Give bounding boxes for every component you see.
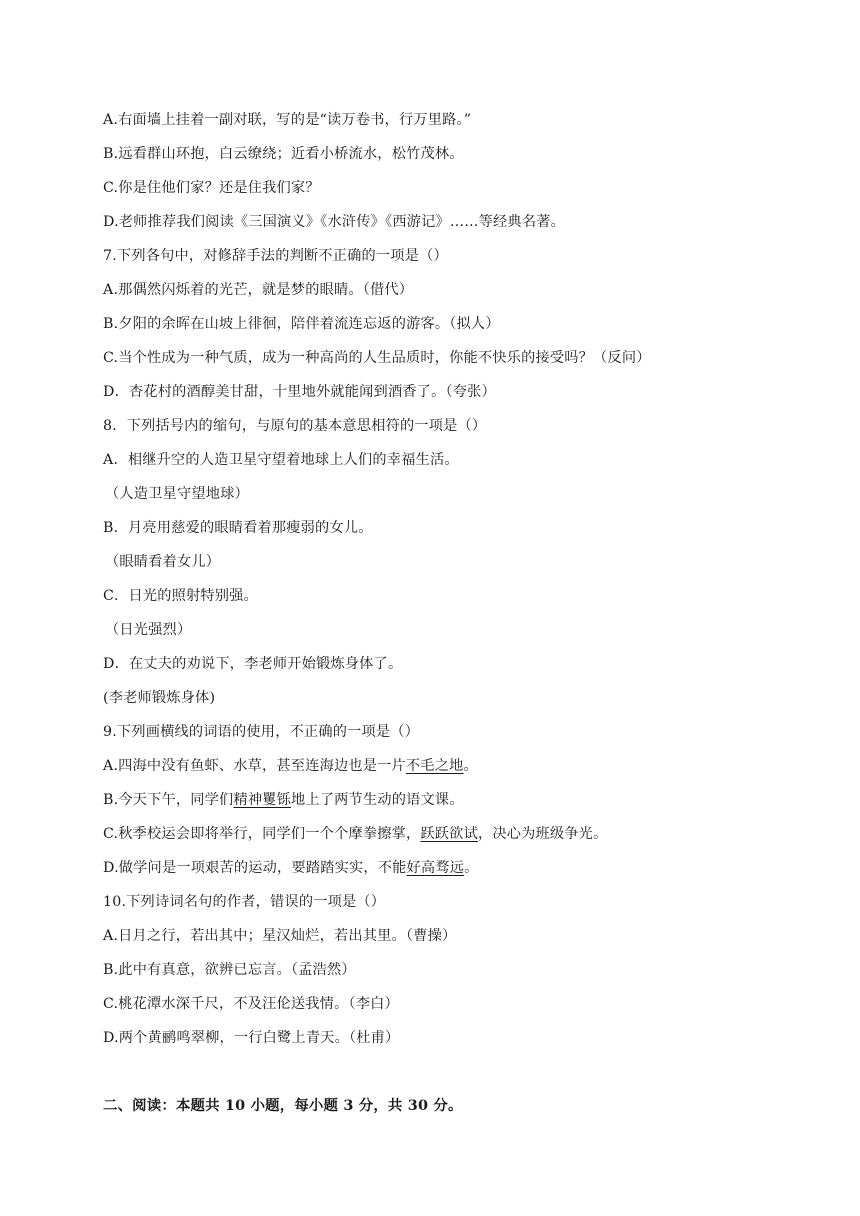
option-line: D.两个黄鹂鸣翠柳，一行白鹭上青天。（杜甫）	[103, 1030, 400, 1046]
option-line: B．月亮用慈爱的眼睛看着那瘦弱的女儿。	[103, 520, 373, 536]
underlined-phrase: 不毛之地	[405, 758, 464, 774]
option-line: D．杏花村的酒醇美甘甜，十里地外就能闻到酒香了。（夸张）	[103, 384, 496, 400]
option-line: A．相继升空的人造卫星守望着地球上人们的幸福生活。	[103, 452, 459, 468]
option-text: ，决心为班级争光。	[477, 826, 608, 842]
option-line	[103, 788, 464, 812]
option-line: A.右面墙上挂着一副对联，写的是“读万卷书，行万里路。”	[103, 112, 472, 128]
option-text: B.今天下午，同学们	[103, 792, 234, 808]
option-line: A.那偶然闪烁着的光芒，就是梦的眼睛。（借代）	[103, 282, 414, 298]
option-line: D．在丈夫的劝说下，李老师开始锻炼身体了。	[103, 656, 403, 672]
question-stem: 7.下列各句中，对修辞手法的判断不正确的一项是（）	[103, 248, 448, 264]
option-text: 。	[463, 758, 478, 774]
option-text: A.四海中没有鱼虾、水草，甚至连海边也是一片	[103, 758, 406, 774]
condensed-sentence: （日光强烈）	[105, 622, 192, 638]
option-line	[103, 822, 607, 846]
option-line: B.远看群山环抱，白云缭绕；近看小桥流水，松竹茂林。	[103, 146, 464, 162]
underlined-phrase: 精神矍铄	[233, 792, 291, 808]
option-line: C.当个性成为一种气质，成为一种高尚的人生品质时，你能不快乐的接受吗？（反问）	[103, 350, 651, 366]
option-line: B.此中有真意，欲辨已忘言。（孟浩然）	[103, 962, 356, 978]
option-text: C.秋季校运会即将举行，同学们一个个摩拳擦掌，	[103, 826, 421, 842]
option-line	[103, 856, 478, 880]
option-text: D.做学问是一项艰苦的运动，要踏踏实实，不能	[103, 860, 407, 876]
option-line: C.你是住他们家？还是住我们家？	[103, 180, 320, 196]
option-line: B.夕阳的余晖在山坡上徘徊，陪伴着流连忘返的游客。（拟人）	[103, 316, 500, 332]
condensed-sentence: （人造卫星守望地球）	[105, 486, 249, 502]
option-line	[103, 754, 478, 778]
option-text: 。	[464, 860, 479, 876]
section-heading: 二、阅读：本题共 10 小题，每小题 3 分，共 30 分。	[103, 1097, 463, 1114]
question-stem: 8．下列括号内的缩句，与原句的基本意思相符的一项是（）	[103, 418, 487, 434]
question-stem: 10.下列诗词名句的作者，错误的一项是（）	[103, 894, 386, 910]
option-line: C.桃花潭水深千尺，不及汪伦送我情。（李白）	[103, 996, 399, 1012]
condensed-sentence: (李老师锻炼身体)	[103, 690, 216, 706]
option-line: A.日月之行，若出其中；星汉灿烂，若出其里。（曹操）	[103, 928, 457, 944]
condensed-sentence: （眼睛看着女儿）	[105, 554, 221, 570]
underlined-phrase: 跃跃欲试	[420, 826, 478, 842]
option-line: C．日光的照射特别强。	[103, 588, 258, 604]
option-line: D.老师推荐我们阅读《三国演义》《水浒传》《西游记》……等经典名著。	[103, 214, 565, 230]
underlined-phrase: 好高骛远	[406, 860, 465, 876]
question-stem: 9.下列画横线的词语的使用，不正确的一项是（）	[103, 724, 420, 740]
option-text: 地上了两节生动的语文课。	[291, 792, 464, 808]
